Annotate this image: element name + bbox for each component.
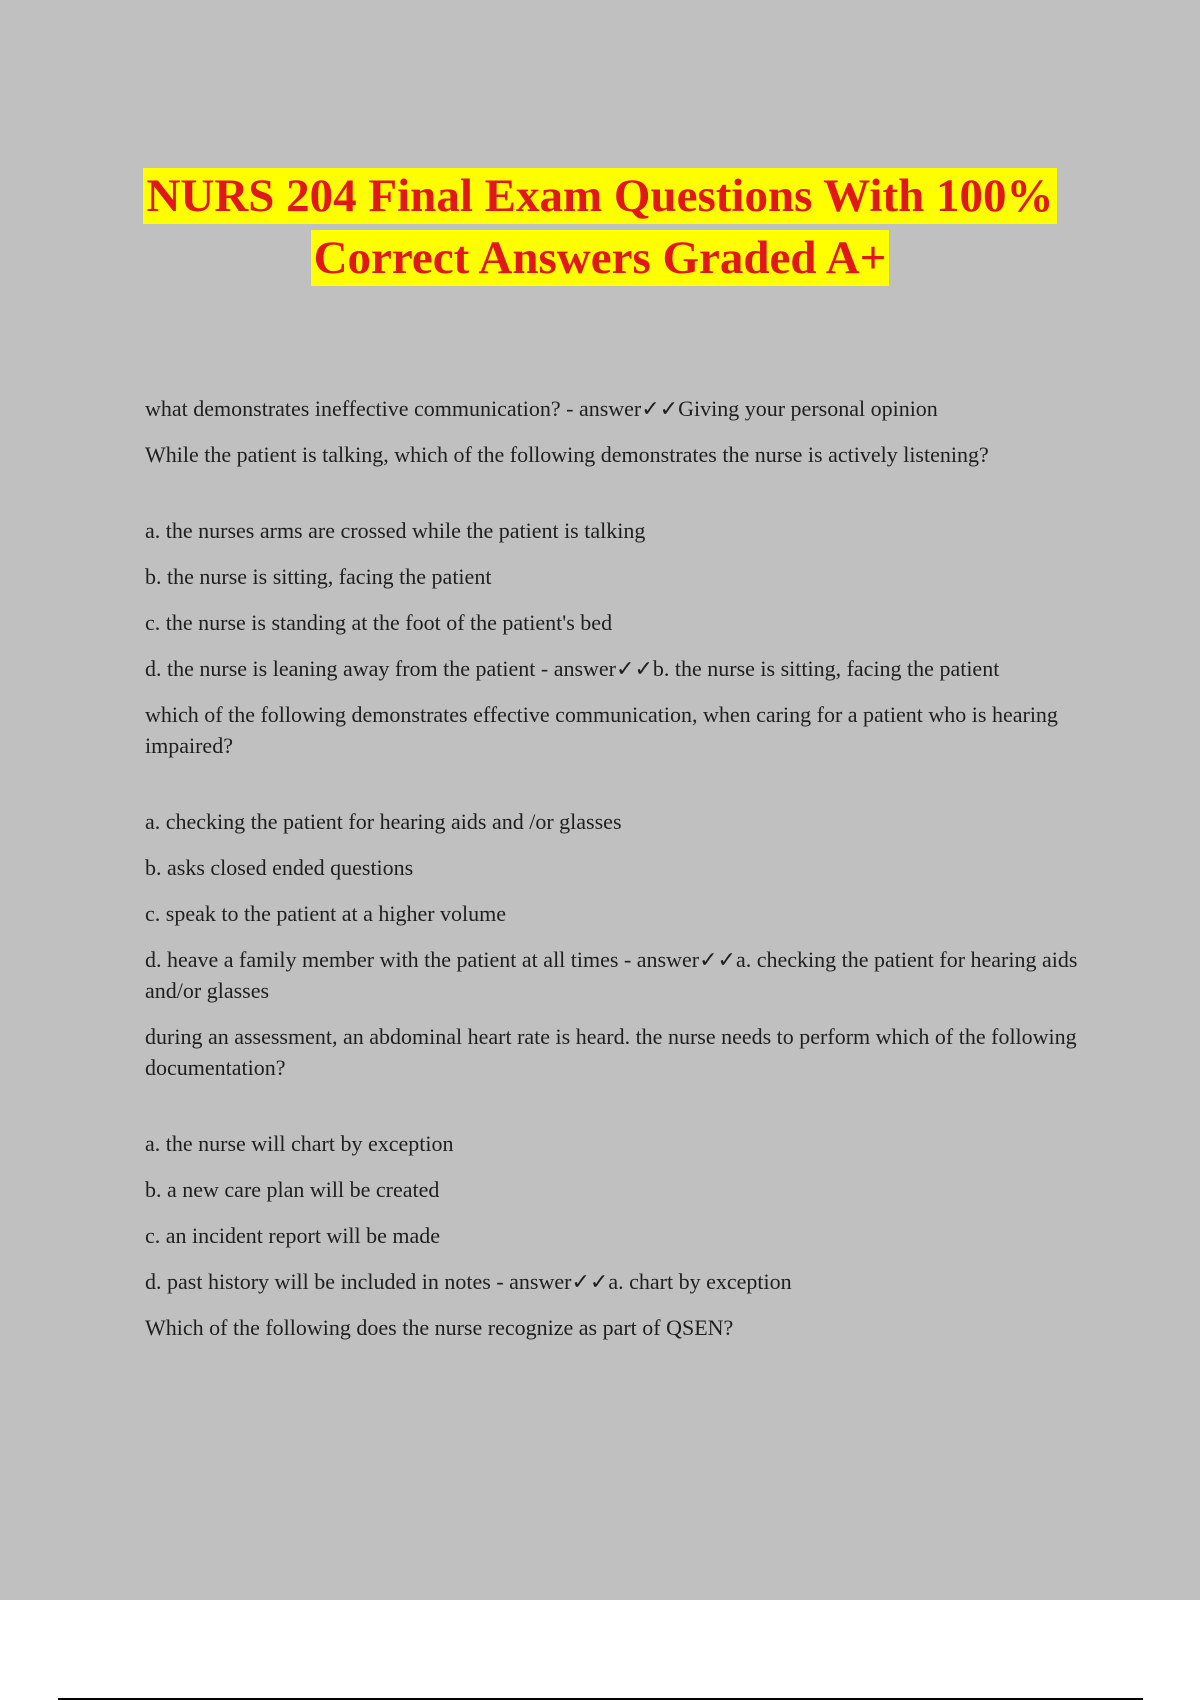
question-4-option-c: c. an incident report will be made [145,1223,441,1248]
document-body [145,393,1095,1358]
document-title [100,168,1100,286]
title-line-1: NURS 204 Final Exam Questions With 100% [143,168,1056,224]
question-2-text: While the patient is talking, which of the following demonstrates the nurse is actively listening? [145,442,989,467]
question-5-text: Which of the following does the nurse recognize as part of QSEN? [145,1315,734,1340]
question-2-option-a: a. the nurses arms are crossed while the patient is talking [145,518,646,543]
question-2-option-b: b. the nurse is sitting, facing the patient [145,564,492,589]
question-4-option-d-answer: d. past history will be included in notes - answer✓✓a. chart by exception [145,1269,792,1294]
question-1-answer: what demonstrates ineffective communication? - answer✓✓Giving your personal opinion [145,396,938,421]
question-3-text: which of the following demonstrates effective communication, when caring for a patient who is hearing impaired? [145,702,1058,758]
question-3-option-d-answer: d. heave a family member with the patient at all times - answer✓✓a. checking the patient for hearing aids and/or glasses [145,947,1078,1003]
question-4-option-b: b. a new care plan will be created [145,1177,440,1202]
question-2-option-d-answer: d. the nurse is leaning away from the patient - answer✓✓b. the nurse is sitting, facing the patient [145,656,1000,681]
question-3-option-b: b. asks closed ended questions [145,855,414,880]
question-4-text: during an assessment, an abdominal heart rate is heard. the nurse needs to perform which of the following documentation? [145,1024,1077,1080]
question-3-option-c: c. speak to the patient at a higher volume [145,901,507,926]
question-3-option-a: a. checking the patient for hearing aids and /or glasses [145,809,622,834]
title-line-2: Correct Answers Graded A+ [311,230,890,286]
question-4-option-a: a. the nurse will chart by exception [145,1131,454,1156]
question-2-option-c: c. the nurse is standing at the foot of the patient's bed [145,610,613,635]
